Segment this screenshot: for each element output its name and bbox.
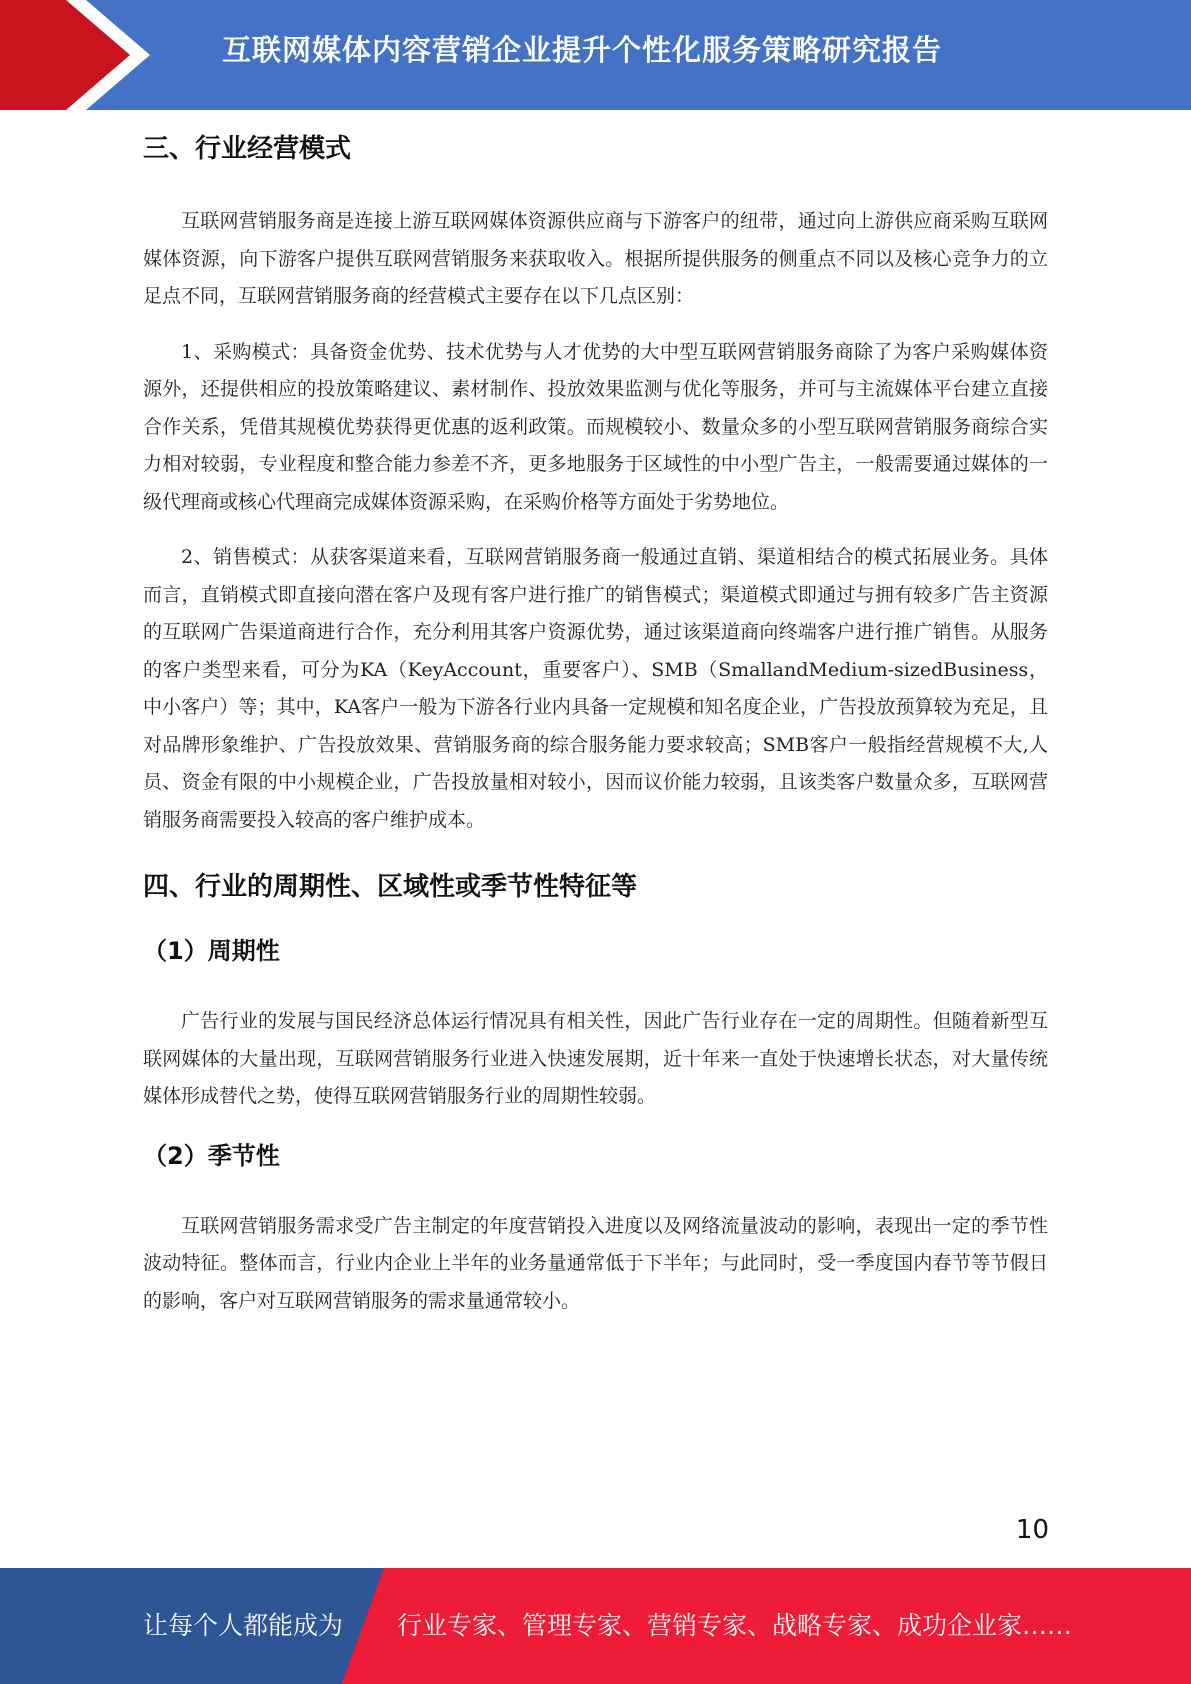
page-header (0, 0, 1191, 110)
section-heading-business-model: 三、行业经营模式 (143, 134, 352, 164)
paragraph-seasonality: 互联网营销服务需求受广告主制定的年度营销投入进度以及网络流量波动的影响，表现出一定的季节性波动特征。整体而言，行业内企业上半年的业务量通常低于下半年；与此同时，受一季度国内春节等节假日的影响，客户对互联网营销服务的需求量通常较小。 (143, 1214, 1048, 1312)
paragraph-procurement-model: 1、采购模式：具备资金优势、技术优势与人才优势的大中型互联网营销服务商除了为客户采购媒体资源外，还提供相应的投放策略建议、素材制作、投放效果监测与优化等服务，并可与主流媒体平台建立直接合作关系，凭借其规模优势获得更优惠的返利政策。而规模较小、数量众多的小型互联网营销服务商综合实力相对较弱，专业程度和整合能力参差不齐，更多地服务于区域性的中小型广告主，一般需要通过媒体的一级代理商或核心代理商完成媒体资源采购，在采购价格等方面处于劣势地位。 (143, 340, 1048, 513)
footer-slogan-left: 让每个人都能成为 (143, 1611, 344, 1640)
page-footer (0, 1568, 1191, 1684)
header-chevron-decoration (0, 0, 160, 110)
footer-slogan-right: 行业专家、管理专家、营销专家、战略专家、成功企业家…… (397, 1611, 1073, 1640)
page-number: 10 (1015, 1515, 1049, 1545)
report-title: 互联网媒体内容营销企业提升个性化服务策略研究报告 (222, 33, 943, 67)
paragraph-cyclicality: 广告行业的发展与国民经济总体运行情况具有相关性，因此广告行业存在一定的周期性。但随着新型互联网媒体的大量出现，互联网营销服务行业进入快速发展期，近十年来一直处于快速增长状态，对大量传统媒体形成替代之势，使得互联网营销服务行业的周期性较弱。 (143, 1010, 1048, 1107)
section-heading-characteristics: 四、行业的周期性、区域性或季节性特征等 (143, 872, 638, 902)
subheading-cyclicality: （1）周期性 (143, 937, 280, 965)
paragraph-sales-model: 2、销售模式：从获客渠道来看，互联网营销服务商一般通过直销、渠道相结合的模式拓展业务。具体而言，直销模式即直接向潜在客户及现有客户进行推广的销售模式；渠道模式即通过与拥有较多广告主资源的互联网广告渠道商进行合作，充分利用其客户资源优势，通过该渠道商向终端客户进行推广销售。从服务的客户类型来看，可分为KA（KeyAccount，重要客户）、SMB（SmallandMedium-sizedBusiness，中小客户）等；其中，KA客户一般为下游各行业内具备一定规模和知名度企业，广告投放预算较为充足，且对品牌形象维护、广告投放效果、营销服务商的综合服务能力要求较高；SMB客户一般指经营规模不大,人员、资金有限的中小规模企业，广告投放量相对较小，因而议价能力较弱，且该类客户数量众多，互联网营销服务商需要投入较高的客户维护成本。 (143, 546, 1048, 831)
document-body (143, 125, 1048, 1320)
subheading-seasonality: （2）季节性 (143, 1141, 280, 1170)
paragraph-intro: 互联网营销服务商是连接上游互联网媒体资源供应商与下游客户的纽带，通过向上游供应商采购互联网媒体资源，向下游客户提供互联网营销服务来获取收入。根据所提供服务的侧重点不同以及核心竞争力的立足点不同，互联网营销服务商的经营模式主要存在以下几点区别： (143, 210, 1048, 307)
